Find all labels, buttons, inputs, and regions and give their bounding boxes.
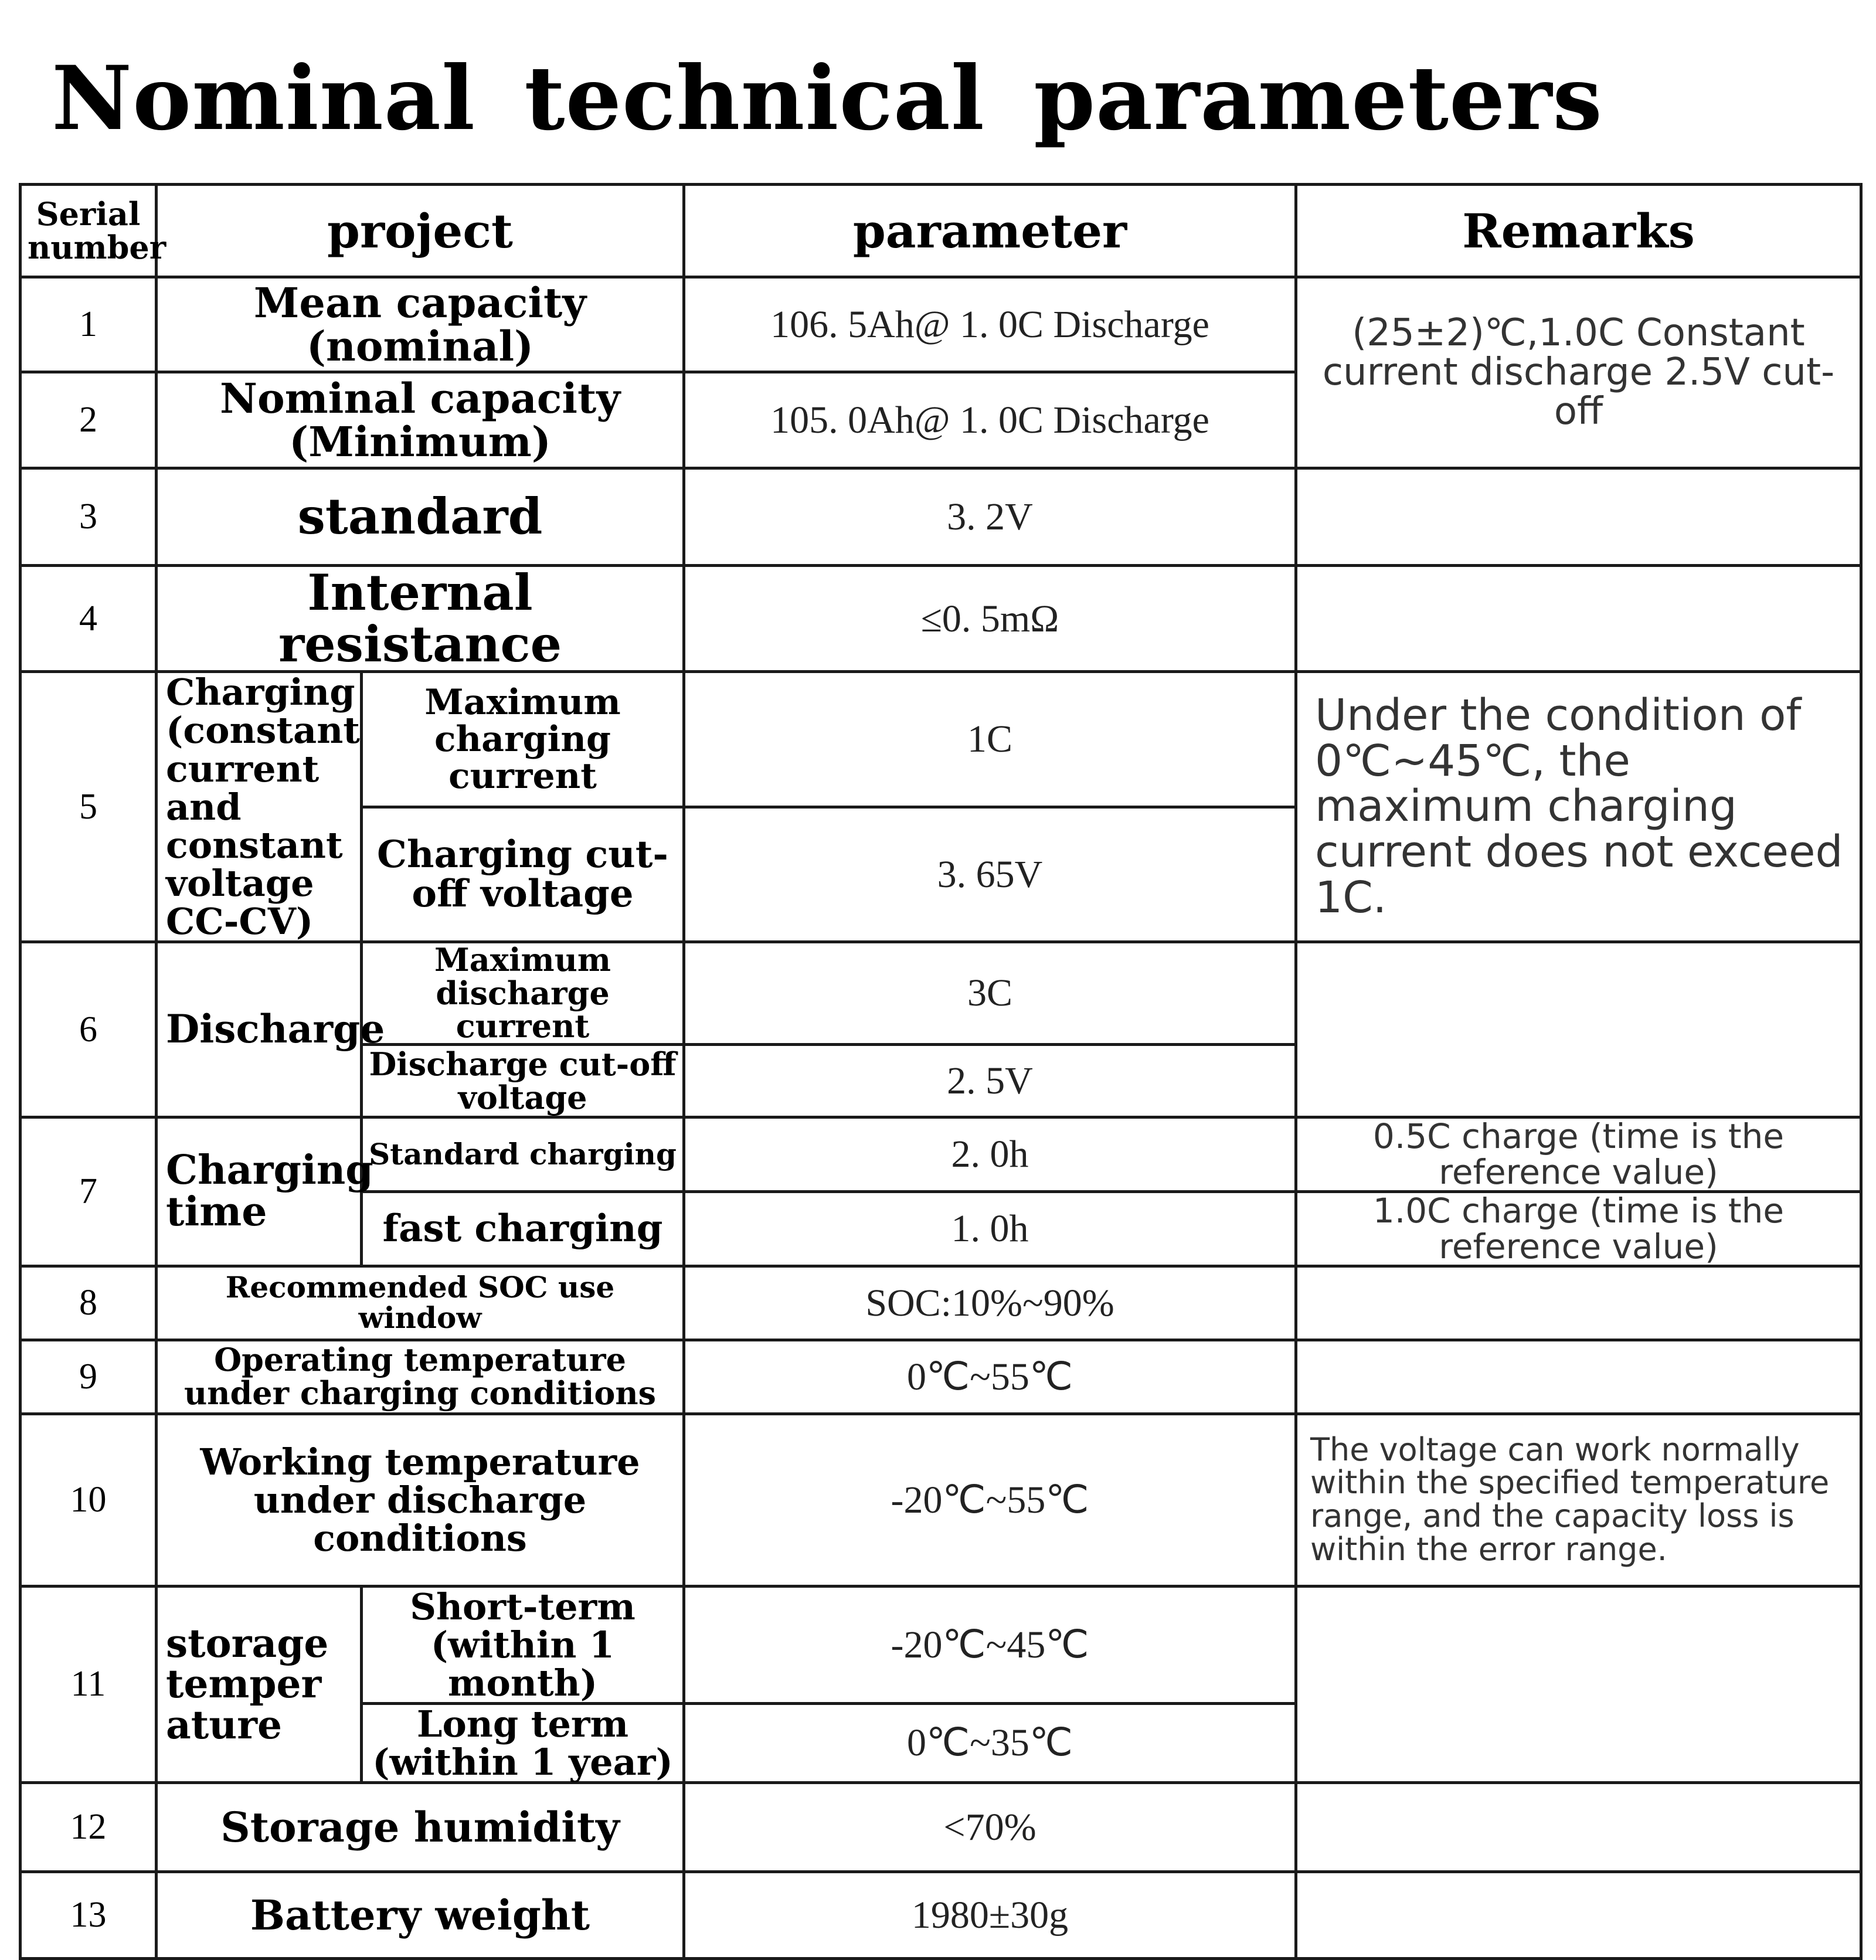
table-row: [21, 277, 1861, 372]
page-title: Nominal technical parameters: [52, 47, 1603, 150]
serial-cell: 13: [21, 1872, 157, 1959]
header-remarks: Remarks: [1296, 185, 1861, 277]
header-parameter: parameter: [684, 185, 1296, 277]
group-cell: storage temper ature: [157, 1586, 362, 1782]
project-cell: Storage humidity: [157, 1783, 684, 1872]
table-row: [21, 1117, 1861, 1192]
serial-cell: 7: [21, 1117, 157, 1266]
group-cell: Discharge: [157, 942, 362, 1117]
table-row: [21, 1872, 1861, 1959]
remark-cell: Under the condition of 0℃~45℃, the maximum charging current does not exceed 1C.: [1296, 672, 1861, 942]
table-row: [21, 672, 1861, 807]
serial-cell: 6: [21, 942, 157, 1117]
table-row: [21, 1340, 1861, 1414]
remark-cell: (25±2)℃,1.0C Constant current discharge 2.5V cut-off: [1296, 277, 1861, 468]
parameter-cell: 105. 0Ah@ 1. 0C Discharge: [684, 372, 1296, 468]
header-project: project: [157, 185, 684, 277]
project-cell: Working temperature under discharge conditions: [157, 1414, 684, 1586]
table-row: [21, 942, 1861, 1045]
spec-table: [19, 183, 1863, 1960]
header-serial-number: Serial number: [21, 185, 157, 277]
project-cell: standard: [157, 468, 684, 566]
serial-cell: 12: [21, 1783, 157, 1872]
serial-cell: 5: [21, 672, 157, 942]
table-row: [21, 1783, 1861, 1872]
remark-cell: [1296, 1783, 1861, 1872]
sub-project-cell: Maximum discharge current: [362, 942, 684, 1045]
parameter-cell: SOC:10%~90%: [684, 1266, 1296, 1340]
group-cell: Charging time: [157, 1117, 362, 1266]
serial-cell: 3: [21, 468, 157, 566]
sub-project-cell: Standard charging: [362, 1117, 684, 1192]
sub-project-cell: Maximum charging current: [362, 672, 684, 807]
parameter-cell: 1. 0h: [684, 1191, 1296, 1266]
project-cell: Recommended SOC use window: [157, 1266, 684, 1340]
project-cell: Mean capacity (nominal): [157, 277, 684, 372]
remark-cell: [1296, 942, 1861, 1117]
sub-project-cell: Long term (within 1 year): [362, 1703, 684, 1782]
parameter-cell: 0℃~35℃: [684, 1703, 1296, 1782]
sub-project-cell: Short-term (within 1 month): [362, 1586, 684, 1703]
sub-project-cell: fast charging: [362, 1191, 684, 1266]
remark-cell: [1296, 1586, 1861, 1782]
parameter-cell: -20℃~45℃: [684, 1586, 1296, 1703]
parameter-cell: 2. 0h: [684, 1117, 1296, 1192]
parameter-cell: 1C: [684, 672, 1296, 807]
serial-cell: 4: [21, 566, 157, 672]
parameter-cell: 1980±30g: [684, 1872, 1296, 1959]
table-row: [21, 1266, 1861, 1340]
parameter-cell: 3C: [684, 942, 1296, 1045]
serial-cell: 1: [21, 277, 157, 372]
serial-cell: 10: [21, 1414, 157, 1586]
serial-cell: 9: [21, 1340, 157, 1414]
parameter-cell: 3. 2V: [684, 468, 1296, 566]
remark-cell: [1296, 566, 1861, 672]
table-header-row: [21, 185, 1861, 277]
remark-cell: The voltage can work normally within the specified temperature range, and the capacity loss is within the error range.: [1296, 1414, 1861, 1586]
remark-cell: [1296, 1340, 1861, 1414]
sub-project-cell: Charging cut-off voltage: [362, 807, 684, 942]
serial-cell: 11: [21, 1586, 157, 1782]
project-cell: Nominal capacity (Minimum): [157, 372, 684, 468]
parameter-cell: <70%: [684, 1783, 1296, 1872]
remark-cell: 0.5C charge (time is the reference value): [1296, 1117, 1861, 1192]
serial-cell: 2: [21, 372, 157, 468]
project-cell: Internal resistance: [157, 566, 684, 672]
table-row: [21, 1414, 1861, 1586]
table-row: [21, 566, 1861, 672]
project-cell: Operating temperature under charging conditions: [157, 1340, 684, 1414]
serial-cell: 8: [21, 1266, 157, 1340]
parameter-cell: ≤0. 5mΩ: [684, 566, 1296, 672]
sub-project-cell: Discharge cut-off voltage: [362, 1045, 684, 1117]
parameter-cell: 3. 65V: [684, 807, 1296, 942]
remark-cell: [1296, 468, 1861, 566]
parameter-cell: 2. 5V: [684, 1045, 1296, 1117]
parameter-cell: 0℃~55℃: [684, 1340, 1296, 1414]
remark-cell: [1296, 1872, 1861, 1959]
parameter-cell: -20℃~55℃: [684, 1414, 1296, 1586]
project-cell: Battery weight: [157, 1872, 684, 1959]
table-row: [21, 468, 1861, 566]
table-row: [21, 1586, 1861, 1703]
remark-cell: 1.0C charge (time is the reference value): [1296, 1191, 1861, 1266]
group-cell: Charging (constant current and constant voltage CC-CV): [157, 672, 362, 942]
parameter-cell: 106. 5Ah@ 1. 0C Discharge: [684, 277, 1296, 372]
remark-cell: [1296, 1266, 1861, 1340]
